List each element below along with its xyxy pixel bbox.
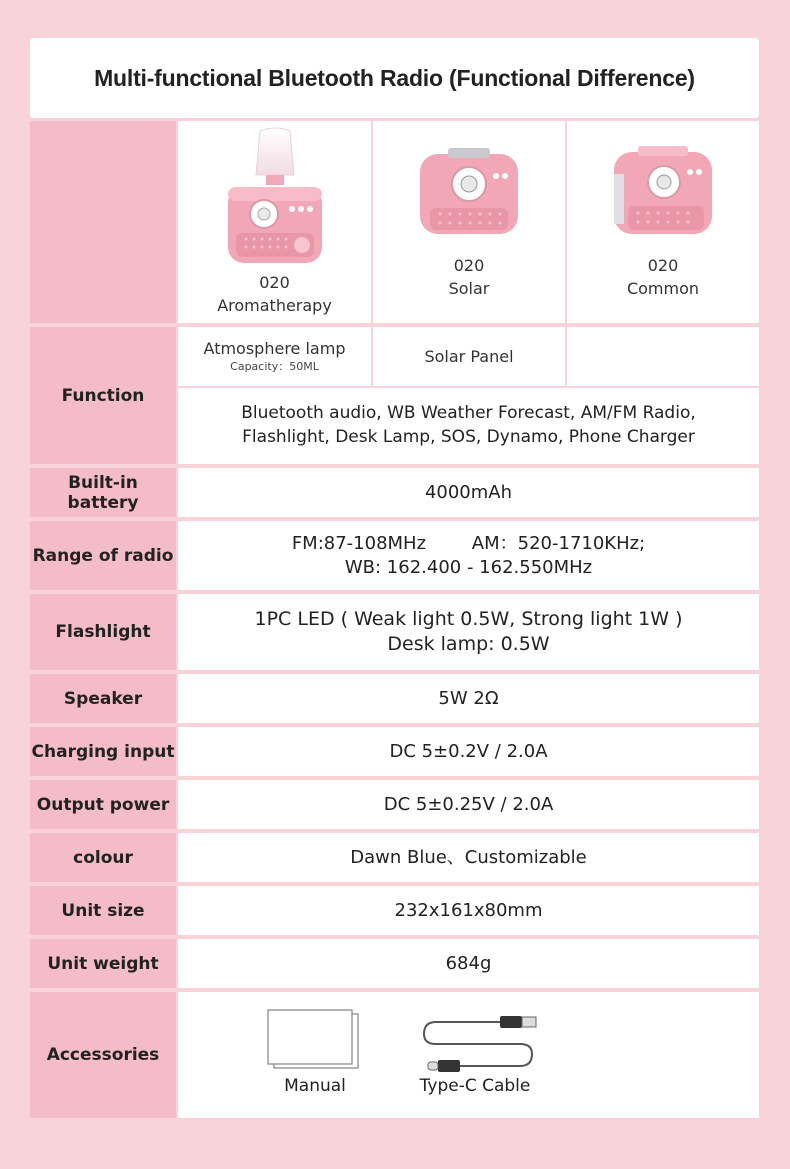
spec-value — [178, 594, 759, 670]
spec-value — [178, 468, 759, 517]
product-model: 020 — [259, 272, 290, 292]
page-title: Multi-functional Bluetooth Radio (Functional Difference) — [94, 64, 695, 91]
spec-value-line: Dawn Blue、Customizable — [350, 846, 587, 868]
spec-value — [178, 833, 759, 882]
spec-row-charging-input — [30, 727, 759, 776]
accessories-row — [30, 992, 759, 1118]
spec-row-output-power — [30, 780, 759, 829]
product-model: 020 — [453, 255, 485, 275]
spec-row-radio-range — [30, 521, 759, 590]
spec-label: Unit size — [30, 886, 176, 935]
spec-value-line: 232x161x80mm — [394, 899, 543, 921]
function-solar-text: Solar Panel — [424, 347, 514, 366]
spec-value-line: 684g — [445, 952, 492, 974]
accessory-manual-label: Manual — [284, 1076, 346, 1096]
common-radio-image — [608, 144, 718, 240]
spec-value — [178, 521, 759, 590]
manual-icon — [264, 1008, 364, 1072]
spec-label: Unit weight — [30, 939, 176, 988]
spec-label: Output power — [30, 780, 176, 829]
function-aroma-text: Atmosphere lamp — [203, 339, 346, 358]
function-row — [30, 327, 759, 464]
spec-label: Charging input — [30, 727, 176, 776]
spec-value — [178, 939, 759, 988]
function-shared-line1: Bluetooth audio, WB Weather Forecast, AM/FM Radio, — [241, 403, 696, 424]
spec-value-line: 1PC LED ( Weak light 0.5W, Strong light 1W ) — [254, 608, 683, 631]
function-label: Function — [30, 327, 176, 464]
function-solar-cell — [373, 327, 565, 386]
spec-value — [178, 727, 759, 776]
spec-value-line: DC 5±0.2V / 2.0A — [389, 740, 548, 762]
spec-value — [178, 780, 759, 829]
spec-value-line: WB: 162.400 - 162.550MHz — [344, 556, 593, 578]
spec-row-colour — [30, 833, 759, 882]
accessories-label: Accessories — [30, 992, 176, 1118]
spec-label: colour — [30, 833, 176, 882]
spec-value-line: FM:87-108MHz AM：520-1710KHz; — [291, 533, 646, 555]
spec-row-speaker — [30, 674, 759, 723]
spec-label: Flashlight — [30, 594, 176, 670]
spec-value-line: Desk lamp: 0.5W — [387, 633, 550, 655]
product-name: Solar — [448, 279, 490, 298]
product-common — [567, 121, 759, 323]
title-box — [30, 38, 759, 118]
function-aroma-capacity: Capacity：50ML — [230, 360, 319, 373]
products-row — [30, 121, 759, 323]
aromatherapy-radio-image — [220, 127, 330, 267]
spec-label: Built-in battery — [30, 468, 176, 517]
solar-radio-image — [414, 144, 524, 240]
product-solar — [373, 121, 565, 323]
products-label-cell — [30, 121, 176, 323]
spec-row-unit-size — [30, 886, 759, 935]
product-aromatherapy — [178, 121, 371, 323]
product-name: Common — [626, 279, 700, 298]
function-aroma-cell — [178, 327, 371, 386]
spec-row-unit-weight — [30, 939, 759, 988]
spec-row-battery — [30, 468, 759, 517]
spec-label: Range of radio — [30, 521, 176, 590]
accessory-cable-label: Type-C Cable — [419, 1076, 531, 1096]
function-common-cell — [567, 327, 759, 386]
spec-value-line: 4000mAh — [424, 481, 513, 503]
function-shared-cell — [178, 388, 759, 464]
accessories-cell — [178, 992, 759, 1118]
product-name: Aromatherapy — [217, 296, 332, 315]
product-model: 020 — [647, 255, 679, 275]
spec-label: Speaker — [30, 674, 176, 723]
type-c-cable-icon — [420, 1010, 540, 1074]
spec-value — [178, 674, 759, 723]
spec-value-line: 5W 2Ω — [438, 687, 499, 709]
spec-row-flashlight — [30, 594, 759, 670]
spec-value — [178, 886, 759, 935]
spec-value-line: DC 5±0.25V / 2.0A — [383, 793, 554, 815]
function-shared-line2: Flashlight, Desk Lamp, SOS, Dynamo, Phone Charger — [242, 427, 695, 447]
